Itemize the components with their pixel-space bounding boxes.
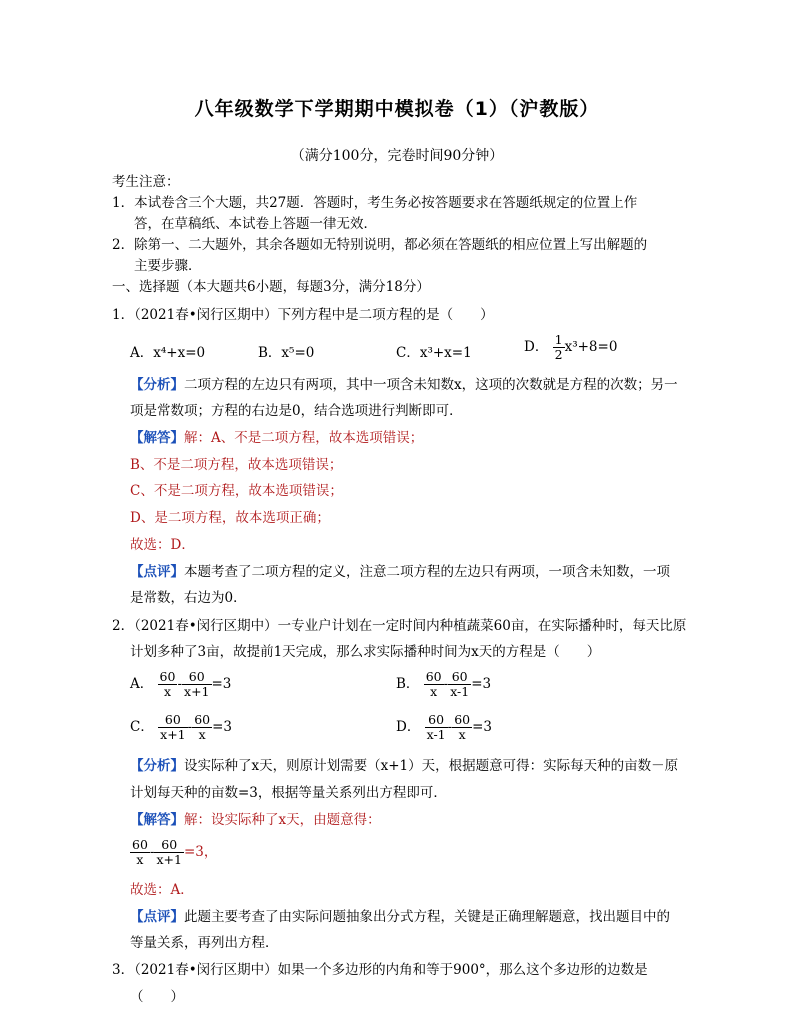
page-title: 八年级数学下学期期中模拟卷（1）（沪教版）: [194, 98, 600, 120]
question-3-stem-cont: （ ）: [130, 989, 184, 1005]
page-subtitle: （满分100分，完卷时间90分钟）: [290, 148, 504, 164]
q2-analysis: 【分析】设实际种了x天，则原计划需要（x+1）天，根据题意可得：实际每天种的亩数－原: [130, 758, 679, 774]
q2-option-c: C． $\frac{60}{x+1}$ - $\frac{60}{x}$ =3: [130, 712, 232, 742]
q2-choice: 故选：A．: [130, 882, 194, 898]
section-heading-choice: 一、选择题（本大题共6小题，每题3分，满分18分）: [112, 279, 430, 295]
question-2-stem: 2．（2021春•闵行区期中）一专业户计划在一定时间内种植蔬菜60亩，在实际播种时，每天比原: [112, 618, 687, 634]
q1-option-b: B．x⁵=0: [258, 345, 315, 361]
q1-answer-b: B、不是二项方程，故本选项错误；: [130, 457, 343, 473]
q1-answer: 【解答】解：A、不是二项方程，故本选项错误；: [130, 430, 424, 446]
question-1-stem: 1．（2021春•闵行区期中）下列方程中是二项方程的是（ ）: [112, 307, 494, 323]
q1-analysis: 【分析】二项方程的左边只有两项，其中一项含未知数x，这项的次数就是方程的次数；另一: [130, 377, 678, 393]
question-2-stem-cont: 计划多种了3亩，故提前1天完成，那么求实际播种时间为x天的方程是（ ）: [130, 644, 601, 660]
q2-answer: 【解答】解：设实际种了x天，由题意得：: [130, 812, 381, 828]
notice-heading: 考生注意：: [112, 174, 180, 190]
q1-comment: 【点评】本题考查了二项方程的定义，注意二项方程的左边只有两项，一项含未知数，一项: [130, 564, 670, 580]
q1-comment-cont: 是常数，右边为0．: [130, 590, 247, 606]
notice-item-2: 2．除第一、二大题外，其余各题如无特别说明，都必须在答题纸的相应位置上写出解题的: [112, 237, 648, 253]
notice-item-1-cont: 答，在草稿纸、本试卷上答题一律无效．: [134, 216, 377, 232]
notice-item-2-cont: 主要步骤．: [134, 258, 202, 274]
q1-option-c: C．x³+x=1: [396, 345, 472, 361]
q2-answer-equation: $\frac{60}{x}$ - $\frac{60}{x+1}$ =3，: [132, 837, 218, 867]
q2-option-d: D． $\frac{60}{x-1}$ - $\frac{60}{x}$ =3: [396, 712, 493, 742]
question-3-stem: 3．（2021春•闵行区期中）如果一个多边形的内角和等于900°，那么这个多边形的边数是: [112, 962, 648, 978]
q1-analysis-cont: 项是常数项；方程的右边是0，结合选项进行判断即可．: [130, 403, 463, 419]
q2-comment-cont: 等量关系，再列出方程．: [130, 935, 279, 951]
q1-answer-c: C、不是二项方程，故本选项错误；: [130, 483, 343, 499]
fraction: $\frac{1}{2}$: [554, 332, 563, 362]
q1-answer-d: D、是二项方程，故本选项正确；: [130, 510, 330, 526]
q1-option-a: A．x⁴+x=0: [130, 345, 206, 361]
q1-choice: 故选：D．: [130, 537, 195, 553]
q1-option-d: D． $\frac{1}{2}$ x³+8=0: [524, 332, 618, 362]
notice-item-1: 1．本试卷含三个大题，共27题．答题时，考生务必按答题要求在答题纸规定的位置上作: [112, 195, 638, 211]
q2-analysis-cont: 计划每天种的亩数=3，根据等量关系列出方程即可．: [130, 785, 447, 801]
q2-comment: 【点评】此题主要考查了由实际问题抽象出分式方程，关键是正确理解题意，找出题目中的: [130, 909, 670, 925]
q2-option-a: A． $\frac{60}{x}$ - $\frac{60}{x+1}$ =3: [130, 669, 232, 699]
q2-option-b: B． $\frac{60}{x}$ - $\frac{60}{x-1}$ =3: [396, 669, 492, 699]
